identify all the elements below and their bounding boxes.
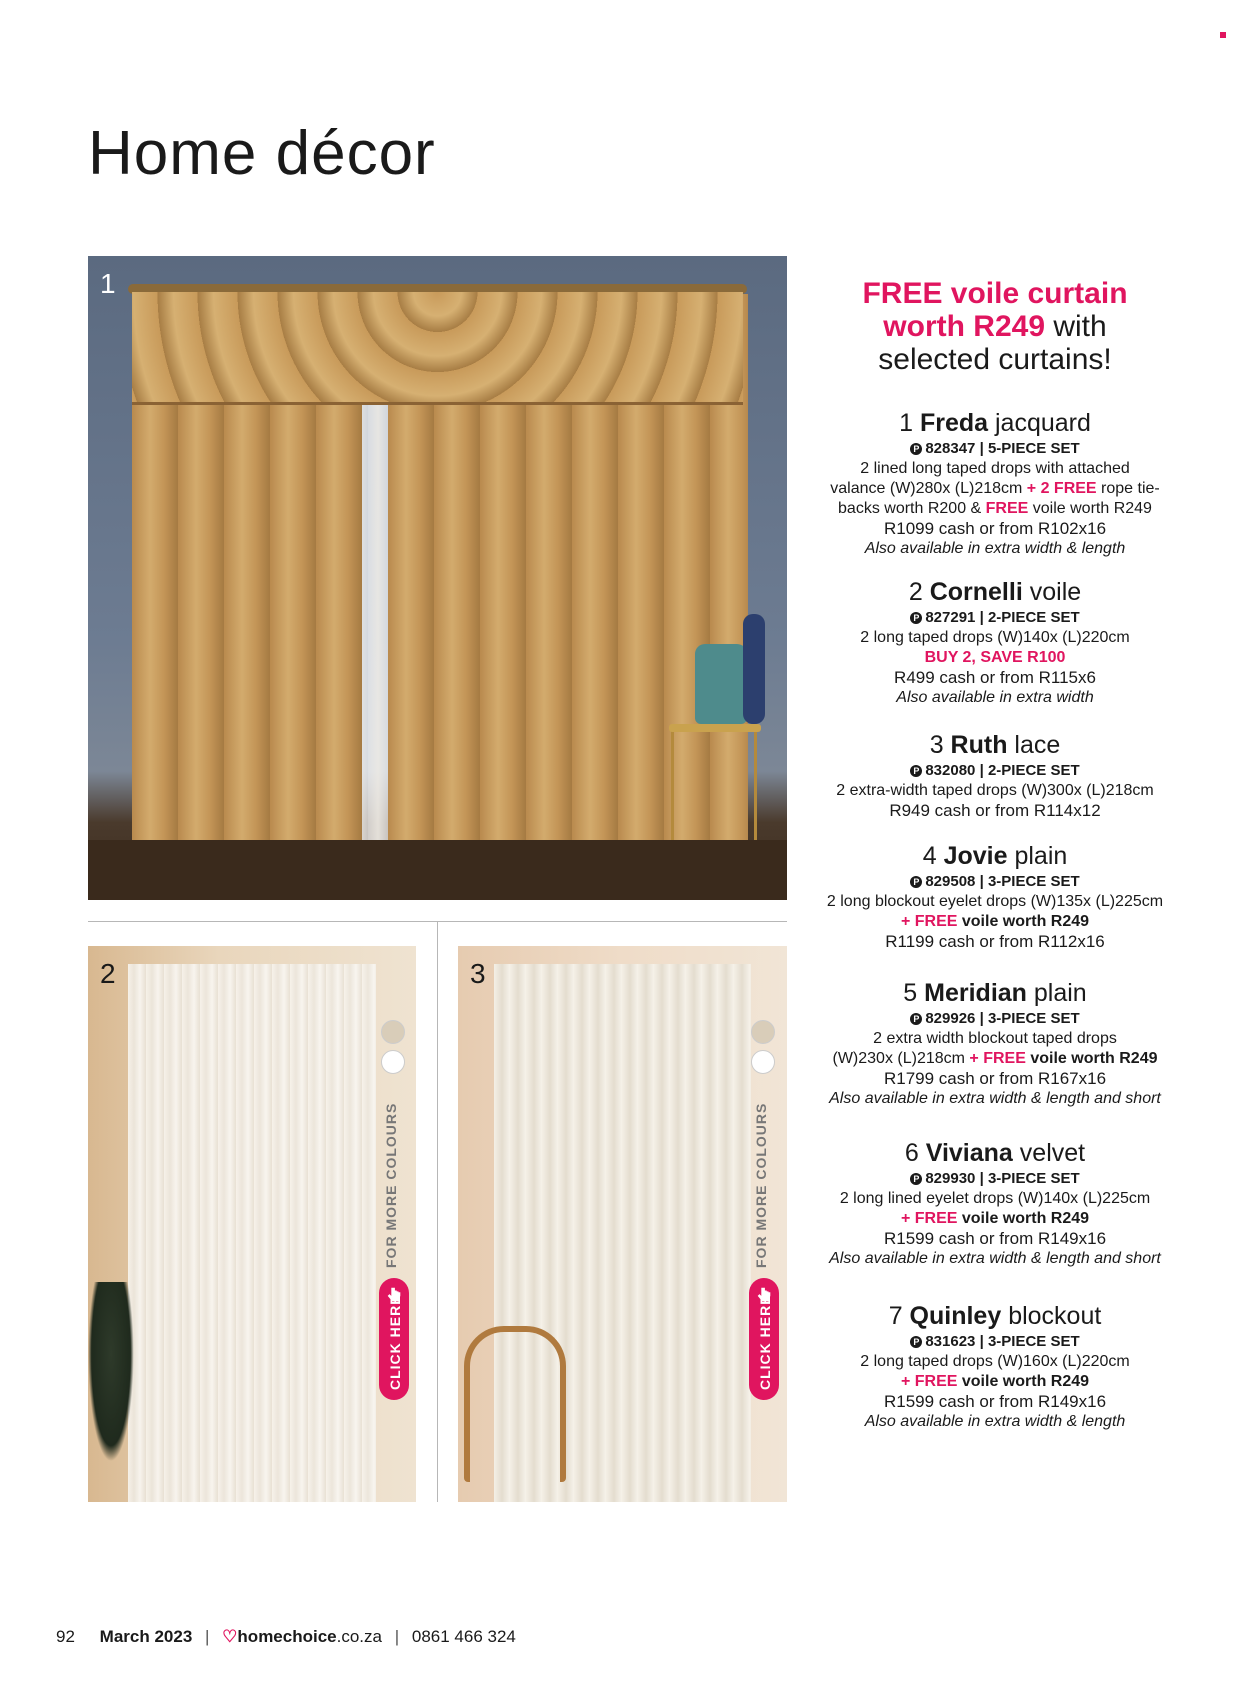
- footer-month: March 2023: [99, 1627, 193, 1646]
- more-colours-label[interactable]: FOR MORE COLOURS: [753, 1102, 769, 1268]
- pin-icon: P: [910, 1013, 922, 1025]
- product-note: Also available in extra width & length and short: [829, 1250, 1161, 1267]
- plant: [88, 1282, 134, 1462]
- vase: [695, 644, 747, 724]
- product-description: 2 extra-width taped drops (W)300x (L)218cm: [836, 782, 1154, 799]
- product-description: 2 long taped drops (W)140x (L)220cm: [860, 629, 1130, 646]
- product-note: Also available in extra width: [896, 689, 1094, 706]
- pin-icon: P: [910, 612, 922, 624]
- product-code-line: P 829508 | 3-PIECE SET: [808, 872, 1182, 892]
- heart-icon: ♡: [222, 1627, 238, 1646]
- brand-logo[interactable]: ♡homechoice.co.za: [222, 1627, 382, 1646]
- promo-line-3: selected curtains!: [878, 343, 1112, 376]
- product-free-offer: + FREE voile worth R249: [900, 913, 1090, 930]
- photo-number: 1: [100, 268, 116, 299]
- side-table-top: [669, 724, 761, 732]
- product-price: R1099 cash or from R102x16: [883, 519, 1107, 538]
- product-title: 1 Freda jacquard: [899, 409, 1091, 437]
- page-number: 92: [56, 1627, 75, 1646]
- photo-number: 3: [470, 958, 486, 989]
- product-description: 2 long lined eyelet drops (W)140x (L)225cm: [839, 1190, 1151, 1207]
- product-deal: BUY 2, SAVE R100: [924, 649, 1066, 666]
- product-title: 4 Jovie plain: [922, 842, 1068, 870]
- product-price: R1799 cash or from R167x16: [883, 1069, 1107, 1088]
- pin-icon: P: [910, 876, 922, 888]
- pin-icon: P: [910, 1336, 922, 1348]
- curtain-valance: [132, 292, 743, 405]
- product-price: R499 cash or from R115x6: [894, 668, 1096, 687]
- more-colours-label[interactable]: FOR MORE COLOURS: [383, 1102, 399, 1268]
- product-description: 2 long blockout eyelet drops (W)135x (L)225cm: [826, 893, 1164, 910]
- click-here-label: CLICK HERE: [757, 1294, 773, 1390]
- product-photo-1: [88, 256, 787, 900]
- footer: [56, 1627, 516, 1647]
- product-meridian: [808, 978, 1182, 1109]
- colour-swatch[interactable]: [751, 1020, 775, 1044]
- product-quinley: [808, 1301, 1182, 1432]
- pin-icon: P: [910, 1173, 922, 1185]
- product-code-line: P 828347 | 5-PIECE SET: [808, 439, 1182, 459]
- product-price: R1199 cash or from R112x16: [885, 932, 1105, 951]
- footer-separator: |: [394, 1627, 400, 1646]
- product-price: R949 cash or from R114x12: [889, 801, 1101, 820]
- product-free-offer: + FREE voile worth R249: [900, 1210, 1090, 1227]
- product-price: R1599 cash or from R149x16: [883, 1229, 1107, 1248]
- product-viviana: [808, 1138, 1182, 1269]
- product-title: 3 Ruth lace: [929, 731, 1061, 759]
- product-code-line: P 832080 | 2-PIECE SET: [808, 761, 1182, 781]
- click-here-label: CLICK HERE: [387, 1294, 403, 1390]
- product-description: 2 long taped drops (W)160x (L)220cm: [860, 1353, 1130, 1370]
- product-description: 2 extra width blockout taped drops: [873, 1030, 1117, 1047]
- product-free-offer: + FREE voile worth R249: [900, 1373, 1090, 1390]
- product-code-line: P 829926 | 3-PIECE SET: [808, 1009, 1182, 1029]
- product-ruth: [808, 730, 1182, 821]
- product-photo-2: [88, 946, 416, 1502]
- product-code-line: P 829930 | 3-PIECE SET: [808, 1169, 1182, 1189]
- corner-mark: [1220, 32, 1226, 38]
- photo-number: 2: [100, 958, 116, 989]
- product-description: backs worth R200 & FREE voile worth R249: [838, 500, 1152, 517]
- product-note: Also available in extra width & length and short: [829, 1090, 1161, 1107]
- product-code-line: P 831623 | 3-PIECE SET: [808, 1332, 1182, 1352]
- pin-icon: P: [910, 765, 922, 777]
- product-note: Also available in extra width & length: [864, 1413, 1126, 1430]
- side-table: [671, 730, 757, 840]
- divider-vertical: [437, 921, 438, 1502]
- product-cornelli: [808, 577, 1182, 708]
- rattan-chair: [464, 1326, 566, 1482]
- colour-swatch[interactable]: [381, 1050, 405, 1074]
- product-freda: [808, 408, 1182, 559]
- product-title: 7 Quinley blockout: [888, 1302, 1102, 1330]
- product-photo-3: [458, 946, 787, 1502]
- floor: [88, 840, 787, 900]
- footer-phone[interactable]: 0861 466 324: [411, 1627, 516, 1646]
- product-note: Also available in extra width & length: [864, 540, 1126, 557]
- product-title: 6 Viviana velvet: [904, 1139, 1086, 1167]
- promo-banner: [808, 277, 1182, 376]
- click-here-button[interactable]: [749, 1278, 779, 1400]
- product-description: valance (W)280x (L)218cm + 2 FREE rope tie-: [830, 480, 1160, 497]
- click-here-button[interactable]: [379, 1278, 409, 1400]
- product-description: (W)230x (L)218cm + FREE voile worth R249: [832, 1050, 1158, 1067]
- product-title: 2 Cornelli voile: [908, 578, 1082, 606]
- vase-tall: [743, 614, 765, 724]
- footer-separator: |: [205, 1627, 210, 1646]
- colour-swatch[interactable]: [381, 1020, 405, 1044]
- promo-line-2-rest: with: [1045, 310, 1107, 343]
- product-title: 5 Meridian plain: [903, 979, 1087, 1007]
- product-description: 2 lined long taped drops with attached: [860, 460, 1130, 477]
- promo-line-1: FREE voile curtain: [862, 277, 1128, 310]
- colour-swatch[interactable]: [751, 1050, 775, 1074]
- product-code-line: P 827291 | 2-PIECE SET: [808, 608, 1182, 628]
- promo-line-2-highlight: worth R249: [883, 310, 1046, 343]
- product-jovie: [808, 841, 1182, 952]
- product-price: R1599 cash or from R149x16: [883, 1392, 1107, 1411]
- page-title: Home décor: [88, 119, 436, 188]
- voile-curtain: [128, 964, 376, 1502]
- pin-icon: P: [910, 443, 922, 455]
